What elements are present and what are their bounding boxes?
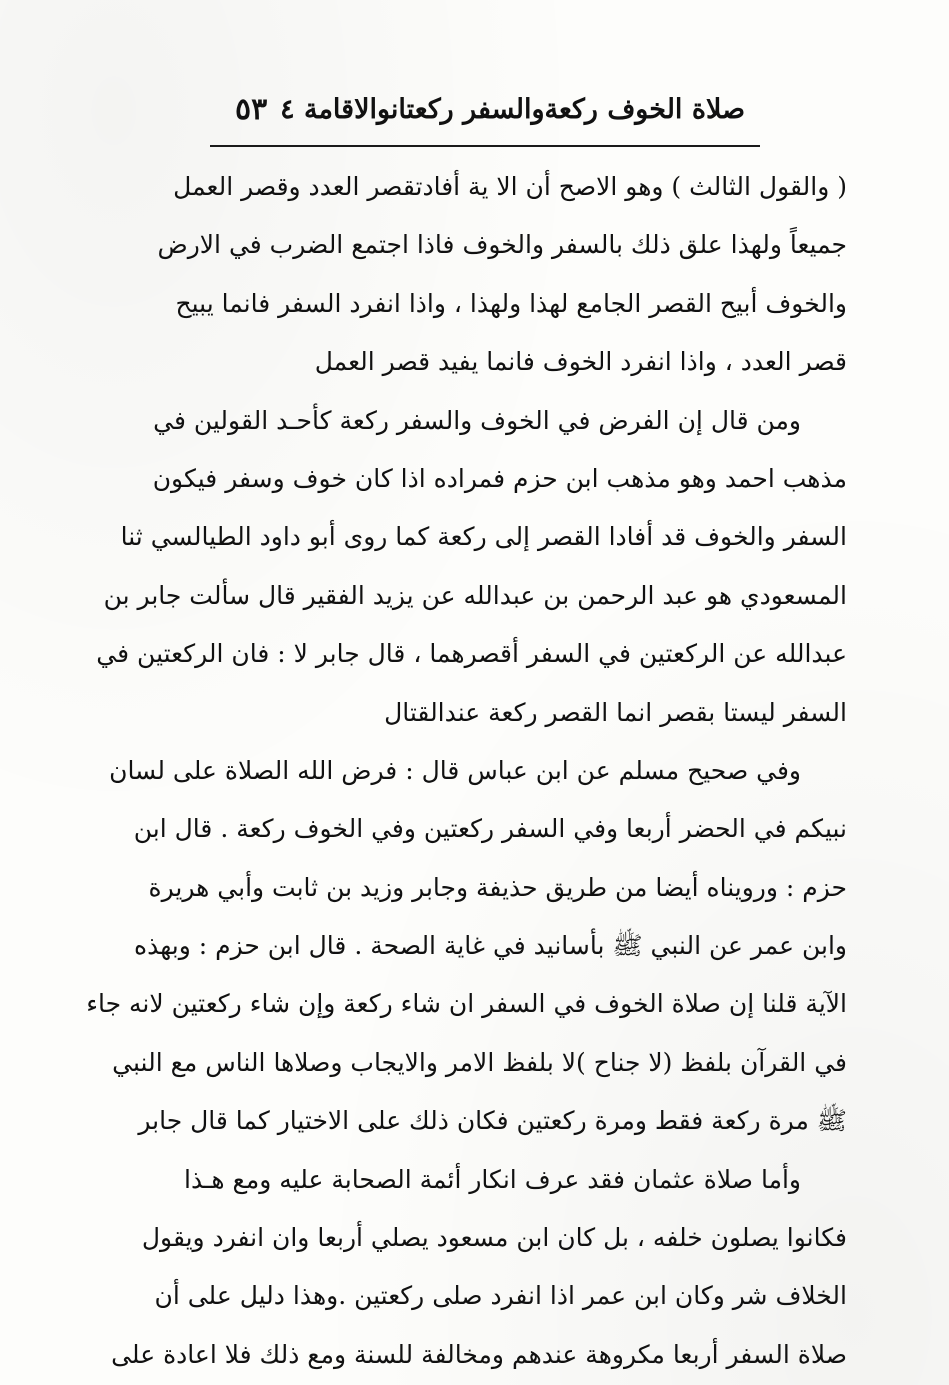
text-line: وابن عمر عن النبي ﷺ بأسانيد في غاية الصحة . قال ابن حزم : وبهذه	[134, 931, 847, 961]
text-line: ﷺ مرة ركعة فقط ومرة ركعتين فكان ذلك على الاختيار كما قال جابر	[138, 1106, 847, 1136]
text-line: عبدالله عن الركعتين في السفر أقصرهما ، قال جابر لا : فان الركعتين في	[96, 639, 847, 669]
text-line: ومن قال إن الفرض في الخوف والسفر ركعة كأحـد القولين في	[153, 405, 801, 435]
paragraph	[96, 392, 847, 742]
text-line: وأما صلاة عثمان فقد عرف انكار أئمة الصحابة عليه ومع هـذا	[184, 1164, 801, 1194]
text-line: السفر والخوف قد أفادا القصر إلى ركعة كما روى أبو داود الطيالسي ثنا	[120, 522, 847, 552]
text-line: جميعاً ولهذا علق ذلك بالسفر والخوف فاذا اجتمع الضرب في الارض	[157, 230, 847, 260]
text-line: في القرآن بلفظ (لا جناح )لا بلفظ الامر والايجاب وصلاها الناس مع النبي	[112, 1047, 847, 1077]
text-line: الآية قلنا إن صلاة الخوف في السفر ان شاء ركعة وإن شاء ركعتين لانه جاء	[86, 989, 847, 1019]
text-line: والخوف أبيح القصر الجامع لهذا ولهذا ، واذا انفرد السفر فانما يبيح	[175, 288, 847, 318]
text-line: قصر العدد ، واذا انفرد الخوف فانما يفيد قصر العمل	[314, 347, 847, 377]
text-line: مذهب احمد وهو مذهب ابن حزم فمراده اذا كان خوف وسفر فيكون	[152, 463, 847, 493]
header-divider	[210, 145, 760, 147]
page-number: ٥٣	[235, 92, 268, 127]
paragraph	[111, 1151, 847, 1385]
text-line: ( والقول الثالث ) وهو الاصح أن الا ية أفادتقصر العدد وقصر العمل	[173, 172, 847, 201]
text-line: حزم : ورويناه أيضا من طريق حذيفة وجابر وزيد بن ثابت وأبي هريرة	[148, 872, 847, 902]
paragraph	[157, 158, 847, 392]
text-line: وفي صحيح مسلم عن ابن عباس قال : فرض الله الصلاة على لسان	[109, 755, 801, 785]
text-line: فكانوا يصلون خلفه ، بل كان ابن مسعود يصلي أربعا وان انفرد ويقول	[141, 1223, 847, 1253]
running-title: صلاة الخوف ركعةوالسفر ركعتانوالاقامة ٤	[280, 94, 745, 125]
text-line: نبيكم في الحضر أربعا وفي السفر ركعتين وفي الخوف ركعة . قال ابن	[133, 814, 847, 844]
text-line: السفر ليستا بقصر انما القصر ركعة عندالقتال	[384, 697, 847, 727]
body-text	[86, 158, 847, 1384]
page-header	[225, 92, 745, 142]
paragraph	[86, 742, 847, 1151]
text-line: المسعودي هو عبد الرحمن بن عبدالله عن يزيد الفقير قال سألت جابر بن	[103, 580, 847, 610]
text-line: الخلاف شر وكان ابن عمر اذا انفرد صلى ركعتين .وهذا دليل على أن	[154, 1281, 847, 1311]
text-line: صلاة السفر أربعا مكروهة عندهم ومخالفة للسنة ومع ذلك فلا اعادة على	[111, 1339, 847, 1369]
